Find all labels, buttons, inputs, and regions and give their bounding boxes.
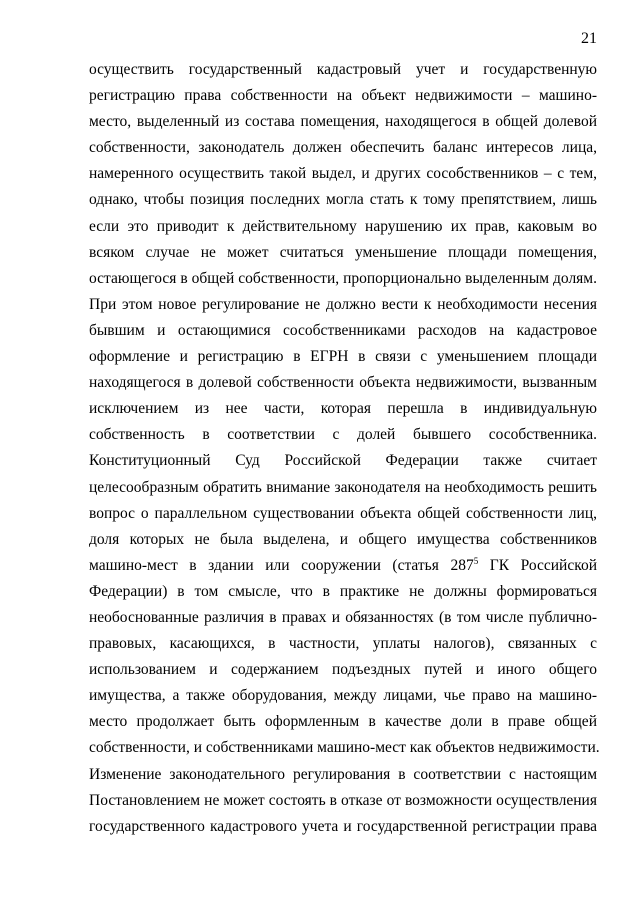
text-line: находящегося в долевой собственности объекта недвижимости, вызванным	[89, 374, 597, 392]
article-superscript: 5	[473, 555, 479, 566]
text-line: необоснованные различия в правах и обязанностях (в том числе публично-	[89, 608, 597, 626]
text-line: вопрос о параллельном существовании объекта общей собственности лиц,	[89, 504, 597, 522]
text-line: осуществить государственный кадастровый учет и государственную	[89, 61, 597, 78]
text-line: использованием и содержанием подъездных путей и иного общего	[89, 661, 597, 679]
text-line: собственность в соответствии с долей бывшего сособственника.	[89, 426, 597, 444]
text-line: Изменение законодательного регулирования в соответствии с настоящим	[89, 765, 597, 783]
text-line: место, выделенный из состава помещения, находящегося в общей долевой	[89, 113, 597, 131]
text-line: Постановлением не может состоять в отказе от возможности осуществления	[89, 791, 597, 809]
text-line: оформление и регистрацию в ЕГРН в связи с уменьшением площади	[89, 348, 597, 366]
text-line: бывшим и остающимися сособственниками расходов на кадастровое	[89, 321, 597, 339]
text-line: имущества, а также оборудования, между лицами, чье право на машино-	[89, 687, 597, 705]
text-line: остающегося в общей собственности, пропорционально выделенным долям.	[89, 269, 597, 287]
text-line: собственности, законодатель должен обеспечить баланс интересов лица,	[89, 139, 597, 157]
text-line: При этом новое регулирование не должно вести к необходимости несения	[89, 295, 597, 313]
text-line-part: машино-мест в здании или сооружении (статья 287	[89, 556, 474, 574]
text-line	[89, 553, 597, 579]
text-line: доля которых не была выделена, и общего имущества собственников	[89, 530, 597, 548]
text-line: всяком случае не может считаться уменьшение площади помещения,	[89, 243, 597, 261]
text-line: место продолжает быть оформленным в качестве доли в праве общей	[89, 713, 597, 731]
text-line: Конституционный Суд Российской Федерации также считает	[89, 452, 597, 470]
text-line: собственности, и собственниками машино-мест как объектов недвижимости.	[89, 739, 600, 757]
page-number: 21	[581, 30, 597, 47]
text-line: целесообразным обратить внимание законодателя на необходимость решить	[89, 478, 597, 496]
body-text	[89, 57, 600, 840]
text-line: намеренного осуществить такой выдел, и других сособственников – с тем,	[89, 165, 597, 183]
text-line-part: ГК Российской	[478, 556, 598, 574]
text-line: регистрацию права собственности на объект недвижимости – машино-	[89, 87, 597, 105]
text-line: однако, чтобы позиция последних могла стать к тому препятствием, лишь	[89, 191, 597, 209]
text-line: Федерации) в том смысле, что в практике не должны формироваться	[89, 582, 597, 600]
text-line: исключением из нее части, которая перешла в индивидуальную	[89, 400, 597, 418]
text-line: государственного кадастрового учета и государственной регистрации права	[89, 817, 597, 835]
text-line: если это приводит к действительному нарушению их прав, каковым во	[89, 217, 597, 235]
text-line: правовых, касающихся, в частности, уплаты налогов), связанных с	[89, 635, 597, 653]
